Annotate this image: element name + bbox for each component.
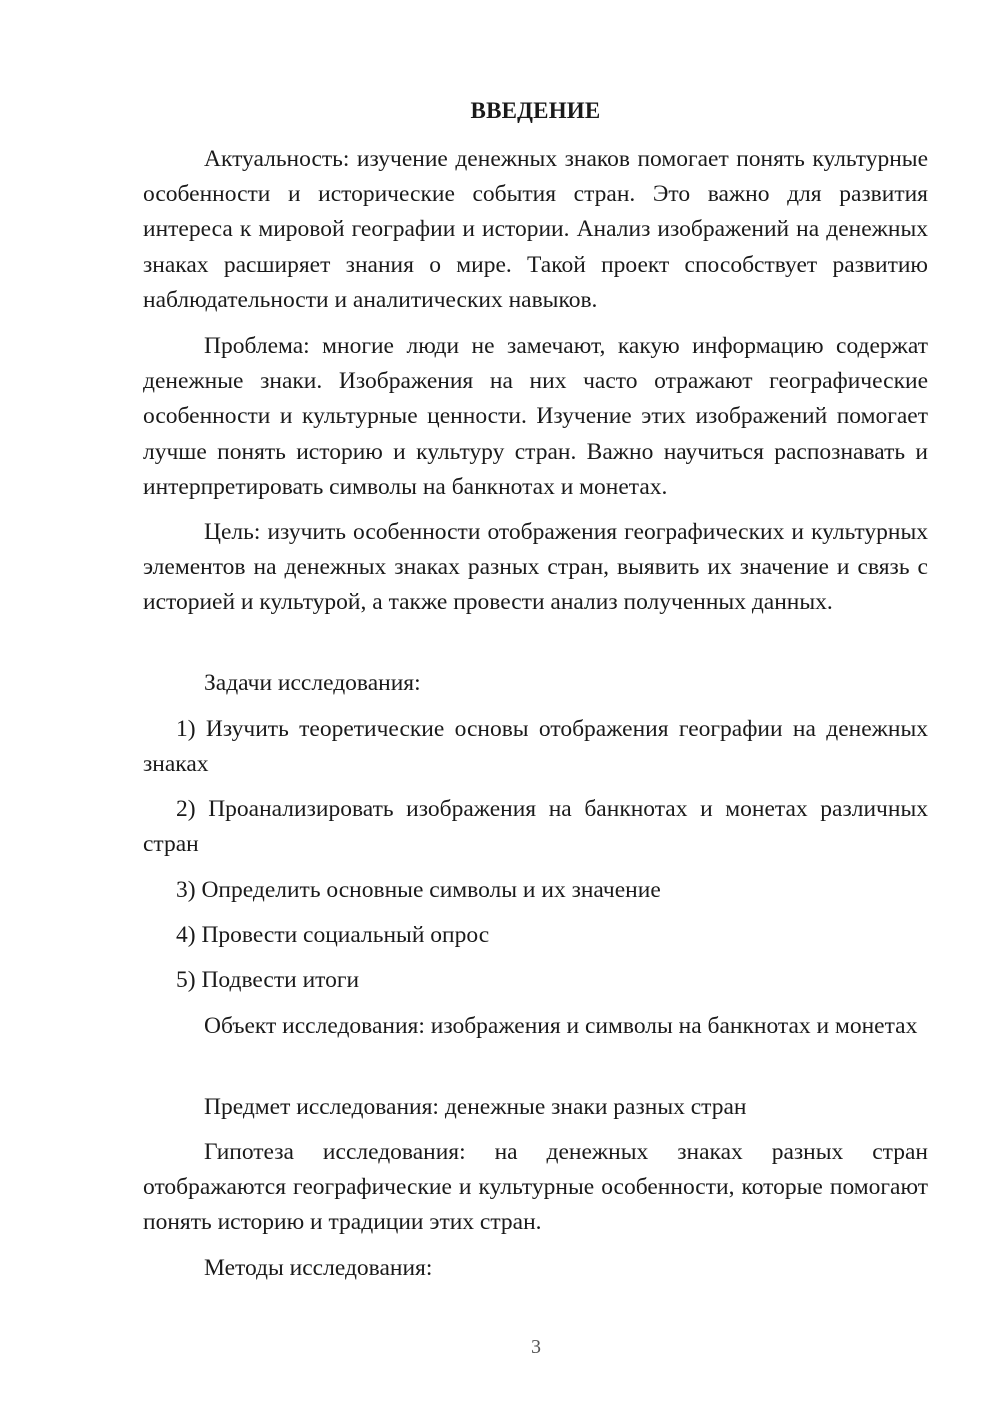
task-item-2: 2) Проанализировать изображения на банкнотах и монетах различных стран [143,796,928,858]
tasks-heading: Задачи исследования: [204,670,421,696]
task-item-4: 4) Провести социальный опрос [176,922,490,948]
task-item-5: 5) Подвести итоги [176,967,360,993]
page-title: ВВЕДЕНИЕ [470,98,601,123]
relevance-paragraph: Актуальность: изучение денежных знаков помогает понять культурные особенности и исторические события стран. Это важно для развития интереса к мировой географии и истории. Анализ изображений на денежных знаках расширяет знания о мире. Такой проект способствует развитию наблюдательности и аналитических навыков. [143,146,928,313]
task-item-1: 1) Изучить теоретические основы отображения географии на денежных знаках [143,716,928,778]
subject-paragraph: Предмет исследования: денежные знаки разных стран [204,1094,747,1120]
task-item-3: 3) Определить основные символы и их значение [176,877,661,903]
page-number: 3 [531,1336,541,1358]
object-paragraph: Объект исследования: изображения и символы на банкнотах и монетах [204,1013,918,1039]
methods-heading: Методы исследования: [204,1255,433,1281]
goal-paragraph: Цель: изучить особенности отображения географических и культурных элементов на денежных знаках разных стран, выявить их значение и связь с историей и культурой, а также провести анализ полученных данных. [143,519,928,616]
hypothesis-paragraph: Гипотеза исследования: на денежных знаках разных стран отображаются географические и культурные особенности, которые помогают понять историю и традиции этих стран. [143,1139,928,1236]
problem-paragraph: Проблема: многие люди не замечают, какую информацию содержат денежные знаки. Изображения на них часто отражают географические особенности и культурные ценности. Изучение этих изображений помогает лучше понять историю и культуру стран. Важно научиться распознавать и интерпретировать символы на банкнотах и монетах. [143,333,928,500]
